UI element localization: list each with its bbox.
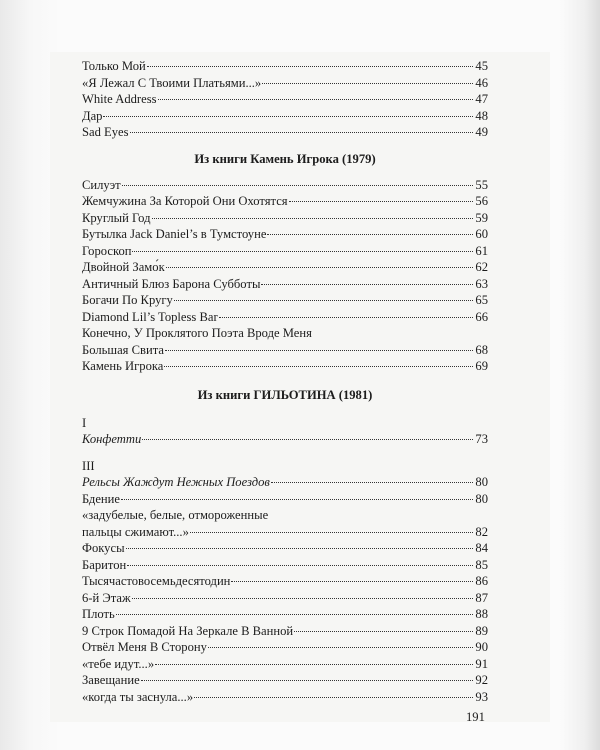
section-heading: Из книги Камень Игрока (1979) [194, 151, 376, 166]
toc-entry-title: Античный Блюз Барона Субботы [82, 276, 261, 291]
toc-entry-title: Конфетти [82, 431, 142, 446]
toc-entry-page: 45 [475, 59, 488, 73]
toc-entry-title: 9 Строк Помадой На Зеркале В Ванной [82, 623, 294, 638]
toc-entry-page: 93 [475, 689, 488, 704]
toc-entry [82, 91, 488, 108]
toc-entry-title: Фокусы [82, 541, 125, 555]
dot-leader [103, 116, 473, 117]
toc-entry [82, 358, 488, 375]
dot-leader [132, 251, 473, 252]
toc-entry-page: 49 [475, 125, 488, 139]
toc-entry [82, 507, 488, 524]
dot-leader [141, 680, 473, 681]
toc-entry-title: Рельсы Жаждут Нежных Поездов [82, 475, 270, 489]
dot-leader [219, 317, 473, 318]
toc-entry-title: «когда ты заснула...» [82, 689, 194, 704]
toc-entry [82, 573, 488, 590]
toc-entry [82, 325, 488, 342]
toc-entry-title: Бдение [82, 491, 120, 506]
dot-leader [132, 598, 473, 599]
section-heading: Из книги ГИЛЬОТИНА (1981) [197, 387, 373, 402]
toc-entry [82, 639, 488, 656]
toc-entry-page: 69 [475, 359, 488, 373]
toc-entry-page: 82 [475, 524, 488, 539]
toc-entry [82, 193, 488, 210]
toc-entry [82, 292, 488, 309]
dot-leader [147, 66, 473, 67]
toc-entry-page: 90 [475, 640, 488, 654]
dot-leader [116, 614, 473, 615]
dot-leader [164, 366, 473, 367]
toc-entry-title: Diamond Lil’s Topless Bar [82, 309, 218, 324]
toc-entry-title: Отвёл Меня В Сторону [82, 640, 207, 654]
toc-entry-page: 47 [475, 92, 488, 106]
toc-entry-page: 65 [475, 293, 488, 307]
toc-entry-page: 55 [475, 177, 488, 192]
toc-entry [82, 276, 488, 293]
page-number: 191 [466, 710, 485, 724]
toc-entry-page: 73 [475, 431, 488, 446]
toc-entry-title: Только Мой [82, 59, 146, 73]
toc-entry [82, 656, 488, 673]
toc-entry [82, 226, 488, 243]
toc-entry-page: 89 [475, 623, 488, 638]
toc-entry [82, 108, 488, 125]
toc-entry [82, 474, 488, 491]
toc-entry-title: «Я Лежал С Твоими Платьями...» [82, 75, 262, 90]
toc-entry-title: Жемчужина За Которой Они Охотятся [82, 194, 288, 208]
toc-entry-page: 46 [475, 75, 488, 90]
toc-entry [82, 243, 488, 260]
dot-leader [194, 697, 473, 698]
toc-entry-title: пальцы сжимают...» [82, 524, 189, 539]
dot-leader [121, 499, 473, 500]
toc-entry-page: 66 [475, 309, 488, 324]
dot-leader [127, 565, 473, 566]
toc-entry [82, 177, 488, 194]
toc-entry-title: «тебе идут...» [82, 656, 155, 671]
toc-entry [82, 124, 488, 141]
toc-entry-title: Баритон [82, 557, 127, 572]
toc-entry [82, 623, 488, 640]
toc-entry-title: Силуэт [82, 177, 121, 192]
toc-entry-title: Sad Eyes [82, 125, 129, 139]
dot-leader [267, 234, 473, 235]
dot-leader [208, 647, 473, 648]
dot-leader [152, 218, 473, 219]
dot-leader [158, 99, 474, 100]
toc-entry-title: 6-й Этаж [82, 590, 131, 605]
toc-entry-page: 87 [475, 590, 488, 605]
toc-entry-title: Завещание [82, 673, 140, 687]
dot-leader [155, 664, 473, 665]
toc-entry-title: Бутылка Jack Daniel’s в Тумстоуне [82, 227, 267, 241]
dot-leader [231, 581, 473, 582]
toc-entry-title: Плоть [82, 607, 115, 621]
toc-entry-page: 68 [475, 342, 488, 357]
toc-entry-page: 63 [475, 276, 488, 291]
toc-entry-page: 85 [475, 557, 488, 572]
toc-entry [82, 342, 488, 359]
part-label: I [82, 415, 87, 430]
toc-entry [82, 75, 488, 92]
table-of-contents [82, 58, 488, 705]
toc-entry-page: 80 [475, 491, 488, 506]
toc-entry-title: Дар [82, 108, 103, 123]
toc-entry [82, 431, 488, 448]
dot-leader [165, 350, 473, 351]
toc-entry-title: Двойной Замо́к [82, 260, 165, 274]
toc-entry-page: 48 [475, 108, 488, 123]
dot-leader [294, 631, 473, 632]
toc-entry-title: White Address [82, 92, 157, 106]
toc-entry-page: 86 [475, 574, 488, 588]
toc-entry-page: 84 [475, 541, 488, 555]
toc-entry-page: 92 [475, 673, 488, 687]
toc-entry [82, 524, 488, 541]
dot-leader [271, 482, 473, 483]
dot-leader [166, 267, 473, 268]
dot-leader [130, 132, 473, 133]
dot-leader [261, 284, 473, 285]
toc-entry-title: «задубелые, белые, отмороженные [82, 508, 269, 522]
toc-entry [82, 606, 488, 623]
dot-leader [122, 185, 473, 186]
part-label: III [82, 459, 95, 473]
toc-entry-title: Конечно, У Проклятого Поэта Вроде Меня [82, 326, 312, 340]
dot-leader [262, 83, 473, 84]
toc-entry [82, 557, 488, 574]
toc-entry [82, 210, 488, 227]
toc-entry-page: 61 [475, 243, 488, 258]
toc-entry [82, 689, 488, 706]
toc-entry [82, 590, 488, 607]
dot-leader [142, 439, 473, 440]
toc-entry [82, 491, 488, 508]
toc-entry-page: 56 [475, 194, 488, 208]
toc-entry-title: Богачи По Кругу [82, 293, 173, 307]
toc-entry [82, 58, 488, 75]
toc-entry-title: Гороскоп [82, 243, 132, 258]
toc-entry-title: Тысячастовосемьдесятодин [82, 574, 231, 588]
toc-entry [82, 672, 488, 689]
dot-leader [190, 532, 473, 533]
toc-entry [82, 540, 488, 557]
toc-entry [82, 309, 488, 326]
toc-entry-page: 88 [475, 607, 488, 621]
toc-entry-title: Круглый Год [82, 210, 151, 225]
toc-entry-title: Большая Свита [82, 342, 164, 357]
dot-leader [174, 300, 473, 301]
toc-entry-page: 80 [475, 475, 488, 489]
toc-entry-page: 91 [475, 656, 488, 671]
toc-entry-page: 62 [475, 260, 488, 274]
toc-entry-page: 60 [475, 227, 488, 241]
toc-entry [82, 259, 488, 276]
toc-entry-title: Камень Игрока [82, 359, 164, 373]
toc-entry-page: 59 [475, 210, 488, 225]
dot-leader [289, 201, 473, 202]
dot-leader [126, 548, 473, 549]
